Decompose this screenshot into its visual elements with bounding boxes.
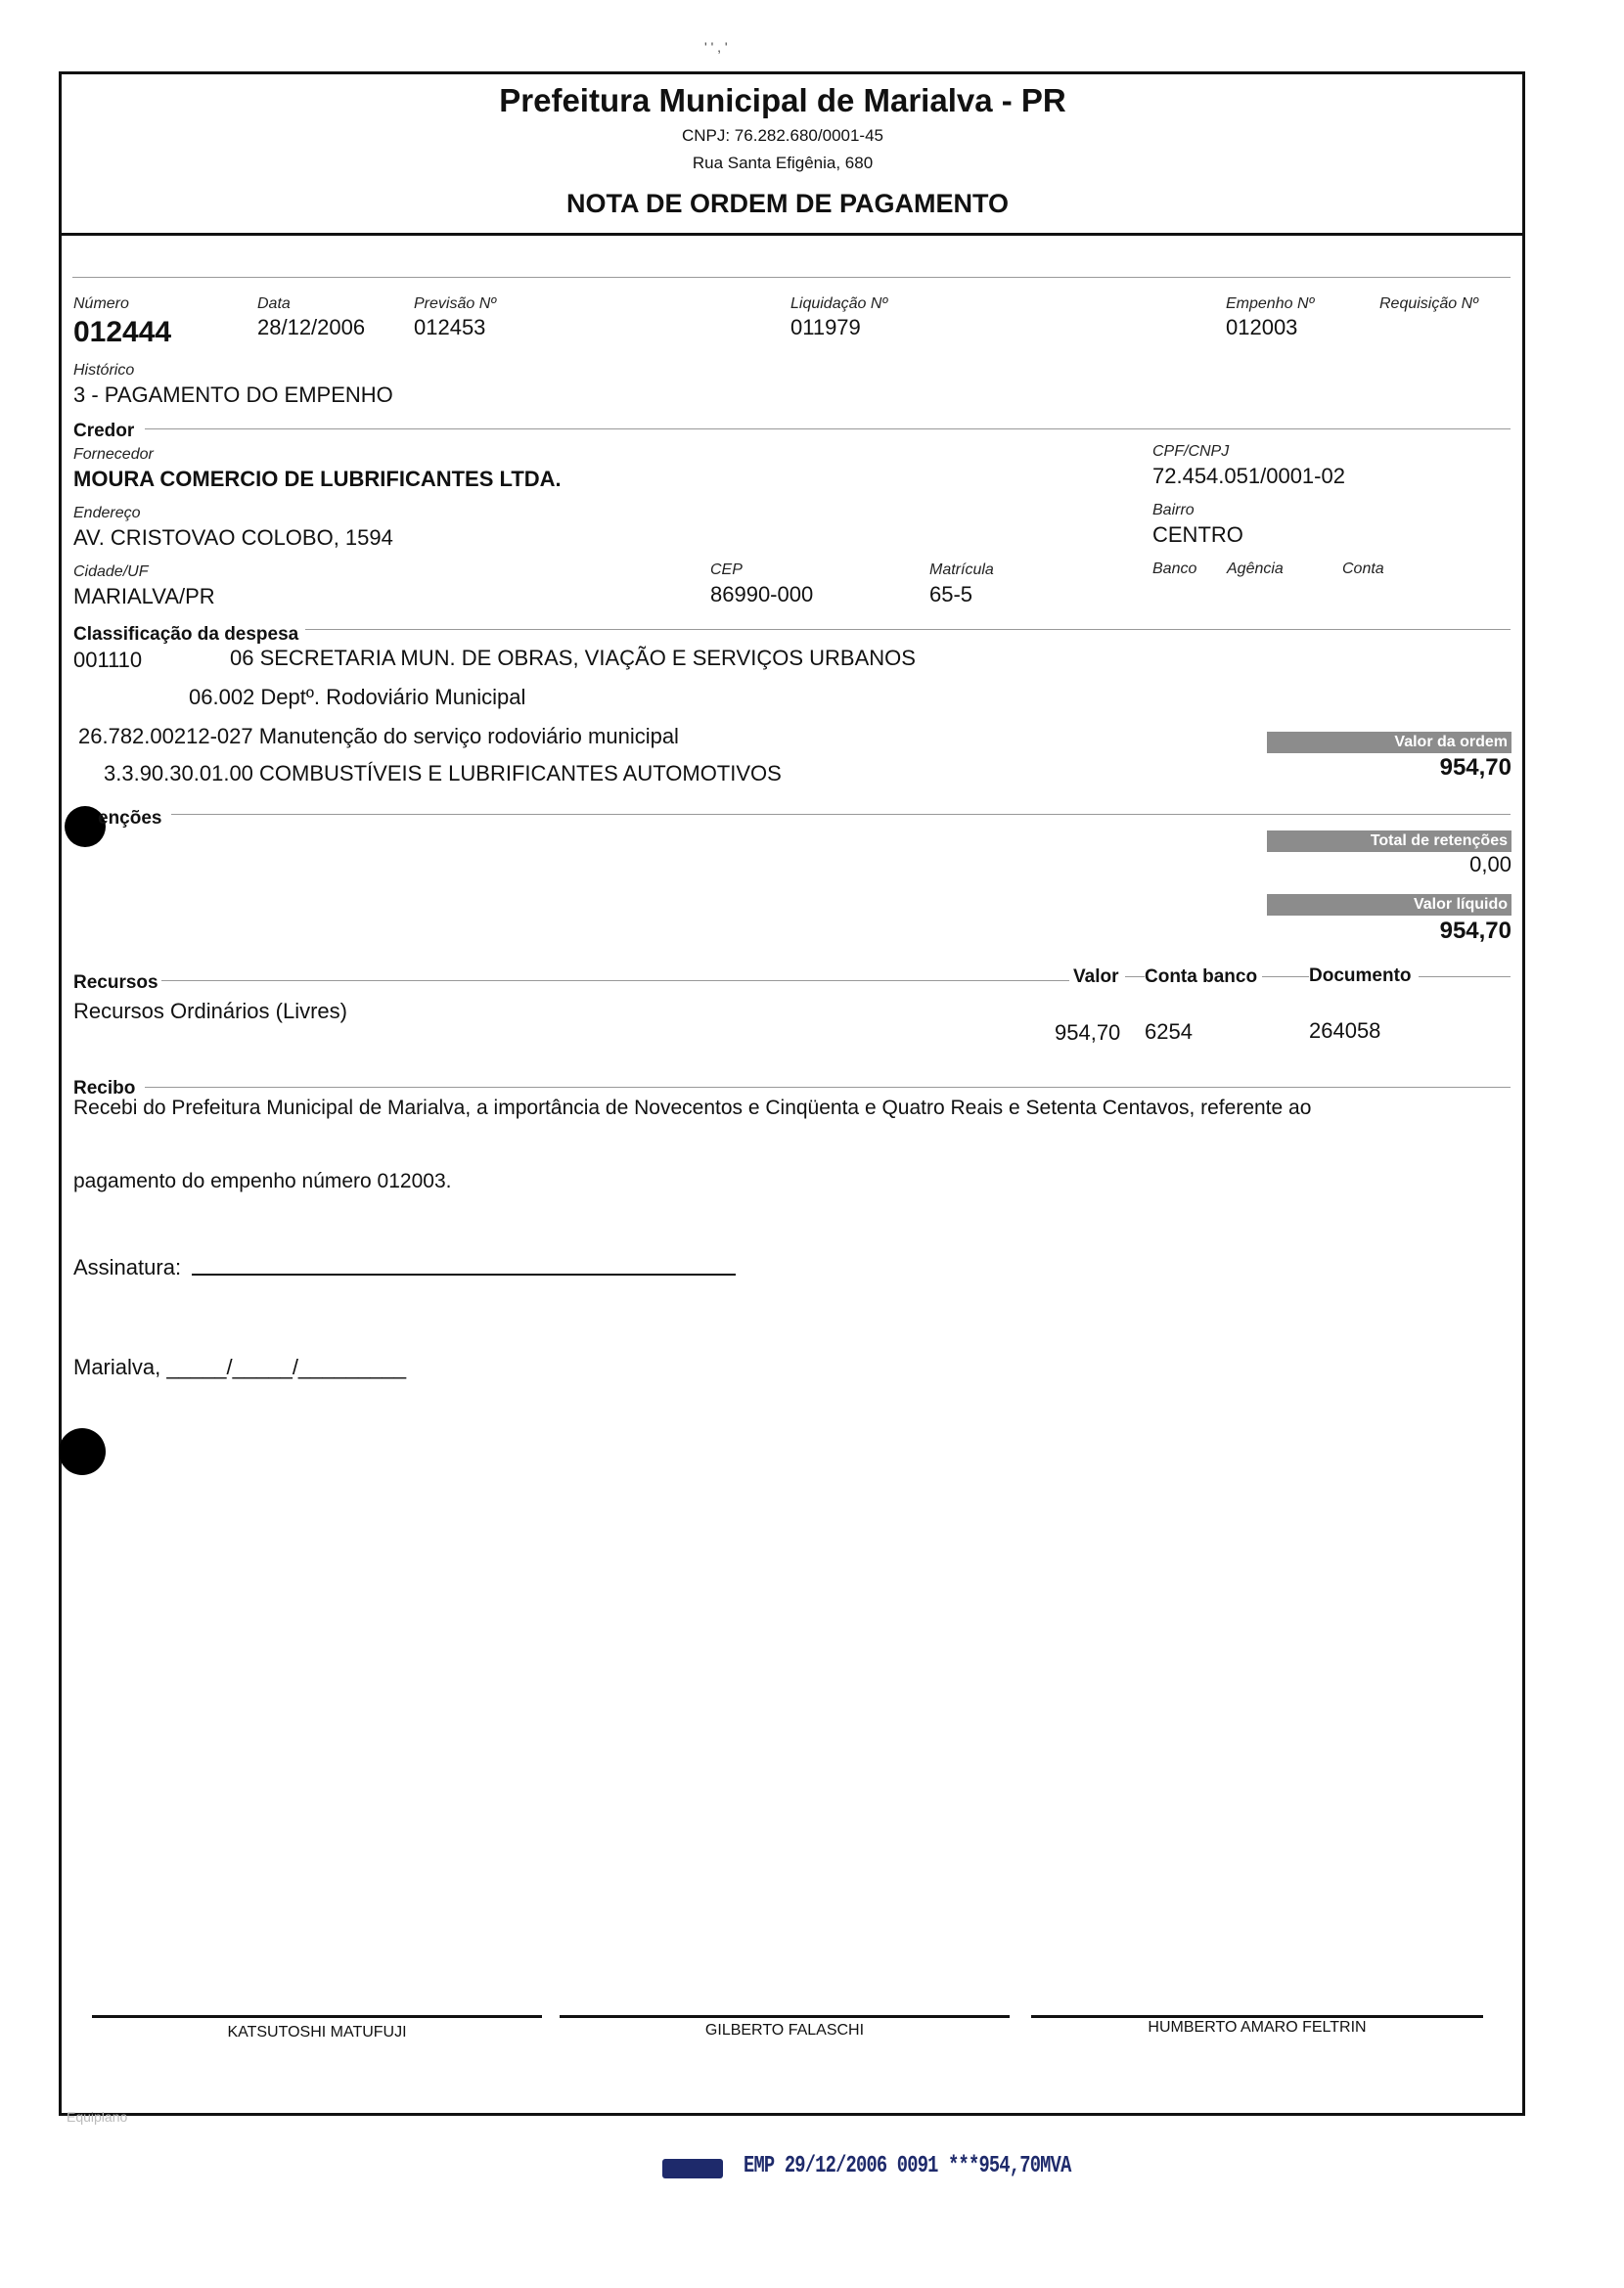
ids-top-rule xyxy=(72,277,1511,278)
recibo-section: Recibo xyxy=(73,1078,136,1099)
signature-name-1: KATSUTOSHI MATUFUJI xyxy=(227,2024,407,2041)
matricula-label: Matrícula xyxy=(929,561,994,578)
data-label: Data xyxy=(257,295,291,312)
requisicao-label: Requisição Nº xyxy=(1379,295,1478,312)
fornecedor-value: MOURA COMERCIO DE LUBRIFICANTES LTDA. xyxy=(73,467,562,491)
historico-value: 3 - PAGAMENTO DO EMPENHO xyxy=(73,382,393,407)
recursos-documento-label: Documento xyxy=(1309,965,1412,986)
matricula-value: 65-5 xyxy=(929,582,973,606)
recursos-rule-3 xyxy=(1262,976,1309,977)
recursos-rule-4 xyxy=(1419,976,1511,977)
assinatura-label: Assinatura: xyxy=(73,1255,182,1279)
classificacao-section: Classificação da despesa xyxy=(73,624,299,645)
recursos-section: Recursos xyxy=(73,972,158,993)
signature-line-1 xyxy=(92,2015,542,2018)
recursos-documento: 264058 xyxy=(1309,1018,1381,1043)
brand-footer: Equiplano xyxy=(67,2109,128,2125)
recursos-conta: 6254 xyxy=(1145,1019,1193,1044)
banco-label: Banco xyxy=(1152,561,1197,577)
punch-hole-mark-2 xyxy=(59,1428,106,1475)
recursos-conta-label: Conta banco xyxy=(1145,966,1258,987)
classificacao-elemento: 3.3.90.30.01.00 COMBUSTÍVEIS E LUBRIFICANTES AUTOMOTIVOS xyxy=(104,761,782,785)
liquidacao-value: 011979 xyxy=(790,315,861,339)
cnpj-line: CNPJ: 76.282.680/0001-45 xyxy=(681,126,884,145)
signature-name-3: HUMBERTO AMARO FELTRIN xyxy=(1148,2019,1367,2036)
valor-ordem-value: 954,70 xyxy=(1439,754,1511,781)
retencoes-rule xyxy=(171,814,1511,815)
page-title: Prefeitura Municipal de Marialva - PR xyxy=(499,82,1066,118)
numero-label: Número xyxy=(73,295,129,312)
cpf-value: 72.454.051/0001-02 xyxy=(1152,464,1345,488)
document-frame xyxy=(59,71,1525,2116)
empenho-value: 012003 xyxy=(1226,315,1298,339)
signature-line-3 xyxy=(1031,2015,1483,2018)
total-retencoes-label: Total de retenções xyxy=(1267,830,1511,852)
liquidacao-label: Liquidação Nº xyxy=(790,295,888,312)
classificacao-unidade: 06.002 Deptº. Rodoviário Municipal xyxy=(189,685,526,709)
address-line: Rua Santa Efigênia, 680 xyxy=(692,154,874,172)
numero-value: 012444 xyxy=(73,316,172,348)
valor-liquido-label: Valor líquido xyxy=(1267,894,1511,916)
conta-label: Conta xyxy=(1342,561,1384,577)
bairro-value: CENTRO xyxy=(1152,522,1243,547)
local-date-line: Marialva, _____/_____/_________ xyxy=(73,1355,407,1379)
doc-title: NOTA DE ORDEM DE PAGAMENTO xyxy=(565,189,1009,218)
credor-rule xyxy=(145,428,1511,429)
previsao-label: Previsão Nº xyxy=(414,295,497,312)
total-retencoes-value: 0,00 xyxy=(1469,852,1511,876)
data-value: 28/12/2006 xyxy=(257,315,366,339)
classificacao-orgao: 06 SECRETARIA MUN. DE OBRAS, VIAÇÃO E SERVIÇOS URBANOS xyxy=(230,646,916,670)
recursos-fonte: Recursos Ordinários (Livres) xyxy=(73,999,347,1023)
previsao-value: 012453 xyxy=(414,315,486,339)
recibo-text-line1: Recebi do Prefeitura Municipal de Marialva, a importância de Novecentos e Cinqüenta e Quatro Reais e Setenta Centavos, referente ao xyxy=(73,1097,1312,1119)
agencia-label: Agência xyxy=(1227,561,1284,577)
payment-stamp: EMP 29/12/2006 0091 ***954,70MVA xyxy=(744,2153,1071,2179)
empenho-label: Empenho Nº xyxy=(1226,295,1315,312)
stamp-logo xyxy=(662,2159,723,2178)
historico-label: Histórico xyxy=(73,362,135,379)
classificacao-rule xyxy=(305,629,1511,630)
fornecedor-label: Fornecedor xyxy=(73,446,154,463)
retencoes-section: enções xyxy=(98,808,162,829)
header-divider xyxy=(59,233,1525,236)
recursos-valor: 954,70 xyxy=(1055,1020,1121,1045)
valor-liquido-value: 954,70 xyxy=(1439,918,1511,944)
cep-label: CEP xyxy=(710,561,743,578)
credor-section: Credor xyxy=(73,421,135,441)
scan-mark-top: ' ' , ' xyxy=(704,39,728,55)
assinatura-line[interactable] xyxy=(192,1274,736,1276)
signature-name-2: GILBERTO FALASCHI xyxy=(704,2022,865,2039)
cidade-label: Cidade/UF xyxy=(73,563,149,580)
signature-line-2 xyxy=(560,2015,1010,2018)
cpf-label: CPF/CNPJ xyxy=(1152,443,1230,460)
recursos-rule-2 xyxy=(1125,976,1145,977)
recibo-text-line2: pagamento do empenho número 012003. xyxy=(73,1170,452,1192)
endereco-value: AV. CRISTOVAO COLOBO, 1594 xyxy=(73,525,393,550)
recibo-rule xyxy=(145,1087,1511,1088)
cidade-value: MARIALVA/PR xyxy=(73,584,215,608)
cep-value: 86990-000 xyxy=(710,582,814,606)
classificacao-acao: 26.782.00212-027 Manutenção do serviço rodoviário municipal xyxy=(78,724,679,748)
recursos-rule xyxy=(161,980,1069,981)
bairro-label: Bairro xyxy=(1152,502,1195,518)
endereco-label: Endereço xyxy=(73,505,141,521)
classificacao-code: 001110 xyxy=(73,648,143,672)
recursos-valor-label: Valor xyxy=(1073,966,1119,987)
valor-ordem-label: Valor da ordem xyxy=(1267,732,1511,753)
